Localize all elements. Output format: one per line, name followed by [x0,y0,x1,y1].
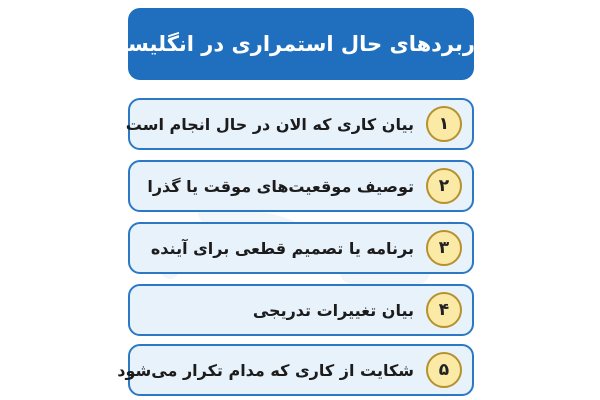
item-label: توصیف موقعیت‌های موقت یا گذرا [147,176,414,196]
list-item [128,284,474,336]
list-item [117,344,474,396]
list-item [128,222,474,274]
item-label: بیان کاری که الان در حال انجام است [125,114,414,134]
item-number-badge: ۴ [426,292,462,328]
item-number-badge: ۲ [426,168,462,204]
page-title: کاربردهای حال استمراری در انگلیسی [106,32,496,56]
item-label: برنامه یا تصمیم قطعی برای آینده [150,238,414,258]
item-label: شکایت از کاری که مدام تکرار می‌شود [117,360,414,380]
list-item [125,98,474,150]
item-number-badge: ۱ [426,106,462,142]
item-number-badge: ۵ [426,352,462,388]
list-item [128,160,474,212]
item-number-badge: ۳ [426,230,462,266]
title-banner [106,8,496,80]
item-label: بیان تغییرات تدریجی [252,300,414,320]
